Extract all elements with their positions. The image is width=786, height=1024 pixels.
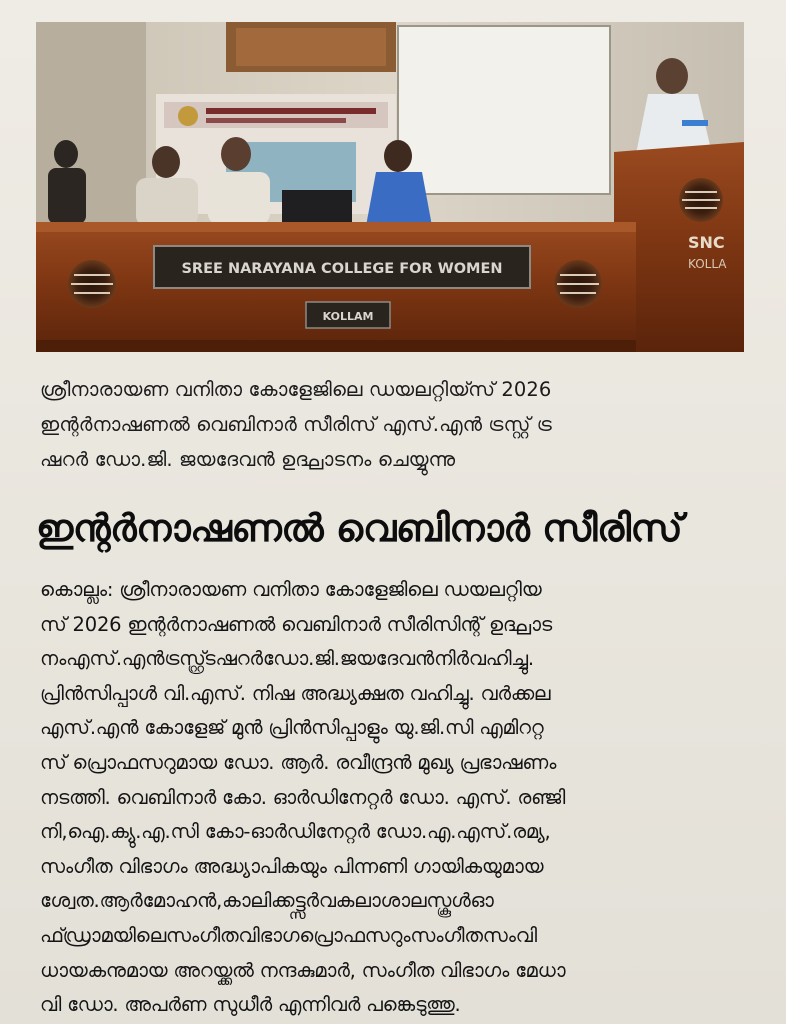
article-headline: ഇന്റർനാഷണൽ വെബിനാർ സീരിസ് — [36, 506, 683, 550]
article-line: സ് 2026 ഇന്റർനാഷണൽ വെബിനാർ സീരിസിന്റ് ഉദ്ഘാട — [40, 612, 553, 636]
article-line: നി,ഐ.ക്യു.എ.സി കോ-ഓർഡിനേറ്റർ ഡോ.എ.എസ്.രമ്യ, — [40, 820, 551, 844]
caption-line: ഷറർ ഡോ.ജി. ജയദേവൻ ഉദ്ഘാടനം ചെയ്യുന്നു — [40, 448, 456, 471]
caption-line: ശ്രീനാരായണ വനിതാ കോളേജിലെ ഡയലറ്റിയ്സ് 2026 — [40, 378, 552, 401]
article-line: സംഗീത വിഭാഗം അദ്ധ്യാപികയും പിന്നണി ഗായികയുമായ — [40, 854, 544, 878]
article-line: ഫ്ഡ്രാമയിലെസംഗീതവിഭാഗപ്രൊഫസറുംസംഗീതസംവി — [40, 923, 537, 947]
podium-sign: SNC — [688, 233, 725, 252]
article-body — [40, 573, 752, 1023]
photo-caption — [40, 372, 746, 477]
desk-name-board: SREE NARAYANA COLLEGE FOR WOMEN — [181, 261, 503, 277]
caption-line: ഇന്റർനാഷണൽ വെബിനാർ സീരിസ് എസ്.എൻ ട്രസ്റ്റ് ട്ര — [40, 413, 552, 436]
article-line: എസ്.എൻ കോളേജ് മുൻ പ്രിൻസിപ്പാളും യു.ജി.സി എമിററ്റ — [40, 716, 544, 740]
podium-sub-sign: KOLLA — [688, 257, 727, 271]
article-line: ധായകനുമായ അറയ്ക്കൽ നന്ദകുമാർ, സംഗീത വിഭാഗം മേധാ — [40, 958, 566, 982]
article-line: ശ്വേത.ആർമോഹൻ,കാലിക്കട്ട്സർവകലാശാലസ്കൂൾഓ — [40, 889, 494, 913]
article-line: നംഎസ്.എൻട്രസ്റ്റ്ട്രഷറർഡോ.ജി.ജയദേവൻനിർവഹിച്ചു. — [40, 647, 534, 671]
event-photo — [36, 22, 744, 352]
article-line: കൊല്ലം: ശ്രീനാരായണ വനിതാ കോളേജിലെ ഡയലറ്റിയ — [40, 578, 542, 601]
desk-sub-board: KOLLAM — [322, 310, 374, 323]
article-line: പ്രിൻസിപ്പാൾ വി.എസ്. നിഷ അദ്ധ്യക്ഷത വഹിച്ചു. വർക്കല — [40, 681, 551, 705]
article-line: നടത്തി. വെബിനാർ കോ. ഓർഡിനേറ്റർ ഡോ. എസ്. രഞ്ജി — [40, 785, 566, 809]
article-line: വി ഡോ. അപർണ സുധീർ എന്നിവർ പങ്കെടുത്തു. — [40, 993, 461, 1017]
article-line: സ് പ്രൊഫസറുമായ ഡോ. ആർ. രവീന്ദ്രൻ മുഖ്യ പ്രഭാഷണം — [40, 750, 557, 774]
